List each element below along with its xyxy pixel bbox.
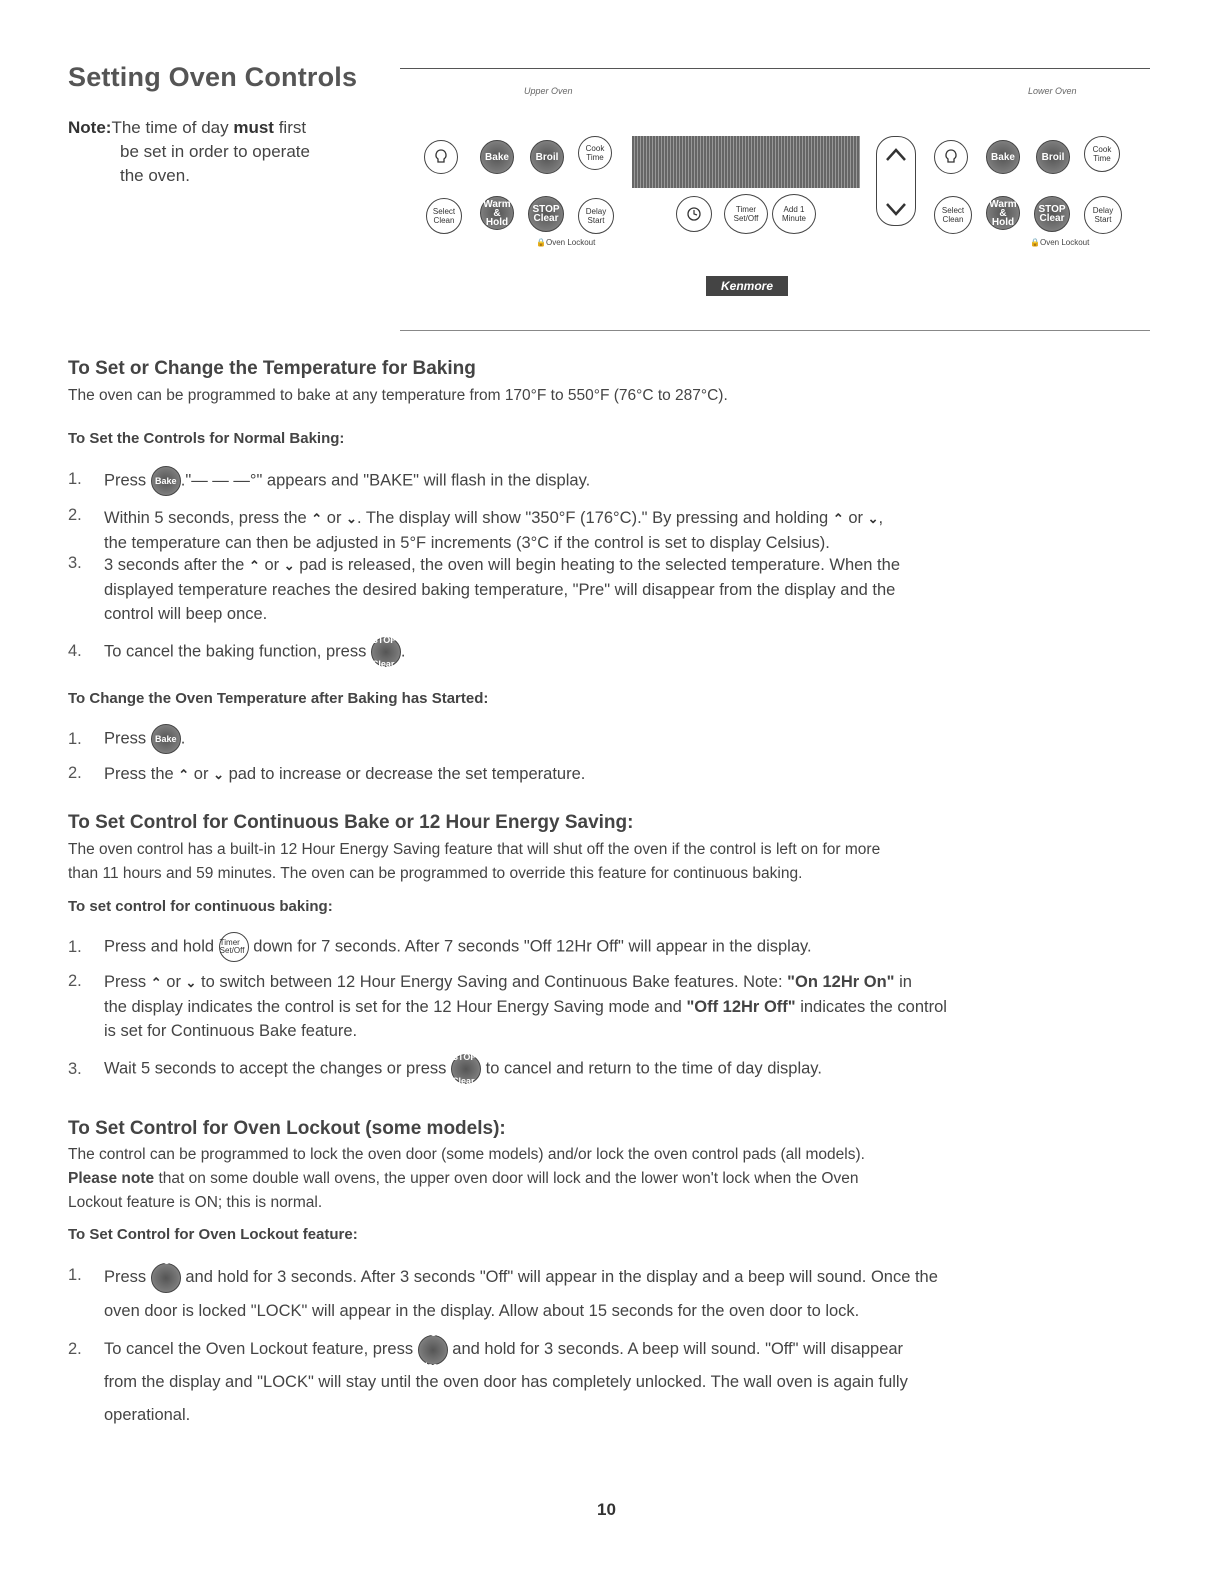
list-number: 1. bbox=[68, 938, 82, 956]
section-2-intro-1: The oven control has a built-in 12 Hour Energy Saving feature that will shut off the oven if the control is left on for more bbox=[68, 841, 881, 858]
upper-warm-hold-button[interactable]: Warm & Hold bbox=[480, 196, 514, 230]
list-number: 2. bbox=[68, 506, 82, 524]
lower-cook-time-button[interactable]: Cook Time bbox=[1084, 136, 1120, 172]
oven-display bbox=[632, 136, 860, 188]
padlock-icon: 🔒 bbox=[1030, 238, 1040, 247]
lower-bake-button[interactable]: Bake bbox=[986, 140, 1020, 174]
section-1-sub-2: To Change the Oven Temperature after Baking has Started: bbox=[68, 690, 489, 707]
list-item: Press ⌃ or ⌄ to switch between 12 Hour Energy Saving and Continuous Bake features. Note: "On 12Hr On" in the display indicates the control is set for the 12 Hour Energy Saving mode and "Off 12Hr Off" indicates the control is set for Continuous Bake feature. bbox=[104, 973, 947, 1040]
light-bulb-icon bbox=[942, 148, 960, 166]
list-number: 2. bbox=[68, 1340, 82, 1358]
lower-broil-button[interactable]: Broil bbox=[1036, 140, 1070, 174]
timer-set-off-button-icon: Timer Set/Off bbox=[219, 932, 249, 962]
note-line-2: be set in order to operate bbox=[120, 142, 310, 161]
up-arrow-icon: ⌃ bbox=[178, 767, 190, 782]
list-number: 2. bbox=[68, 764, 82, 782]
kenmore-logo: Kenmore bbox=[706, 276, 788, 296]
list-number: 1. bbox=[68, 730, 82, 748]
list-item: To cancel the Oven Lockout feature, press STOP Clear and hold for 3 seconds. A beep will sound. "Off" will disappear from the display and "LOCK" will stay until the oven door has completely unlocked. The wall oven is again fully operational. bbox=[104, 1327, 908, 1424]
lower-stop-clear-button[interactable]: STOP Clear bbox=[1034, 196, 1070, 232]
list-item: Wait 5 seconds to accept the changes or press STOP Clear to cancel and return to the time of day display. bbox=[104, 1052, 822, 1086]
list-number: 3. bbox=[68, 554, 82, 572]
stop-clear-button-icon: STOP Clear bbox=[418, 1335, 448, 1365]
section-3-intro-2: Please note that on some double wall ovens, the upper oven door will lock and the lower won't lock when the Oven bbox=[68, 1170, 859, 1187]
upper-cook-time-button[interactable]: Cook Time bbox=[578, 136, 612, 170]
clock-icon bbox=[685, 205, 703, 223]
list-number: 4. bbox=[68, 642, 82, 660]
section-3-intro-3: Lockout feature is ON; this is normal. bbox=[68, 1194, 323, 1211]
lower-light-button[interactable] bbox=[934, 140, 968, 174]
upper-light-button[interactable] bbox=[424, 140, 458, 174]
add-1-minute-button[interactable]: Add 1 Minute bbox=[772, 194, 816, 234]
upper-lockout-label: 🔒Oven Lockout bbox=[536, 238, 596, 247]
section-2-sub: To set control for continuous baking: bbox=[68, 898, 333, 915]
list-item: Within 5 seconds, press the ⌃ or ⌄. The display will show "350°F (176°C)." By pressing and holding ⌃ or ⌄, the temperature can then be adjusted in 5°F increments (3°C if the control is set to display Celsius). bbox=[104, 509, 884, 552]
lower-lockout-label: 🔒Oven Lockout bbox=[1030, 238, 1090, 247]
list-item: To cancel the baking function, press STOP Clear. bbox=[104, 635, 406, 669]
up-arrow-icon: ⌃ bbox=[248, 558, 260, 573]
down-arrow-icon: ⌄ bbox=[283, 558, 295, 573]
clock-button[interactable] bbox=[676, 196, 712, 232]
down-arrow-icon bbox=[883, 194, 909, 224]
down-arrow-button[interactable] bbox=[883, 194, 909, 224]
page-title: Setting Oven Controls bbox=[68, 62, 358, 92]
upper-delay-start-button[interactable]: Delay Start bbox=[578, 198, 614, 234]
stop-clear-button-icon: STOP Clear bbox=[151, 1263, 181, 1293]
up-arrow-icon bbox=[883, 140, 909, 170]
lower-warm-hold-button[interactable]: Warm & Hold bbox=[986, 196, 1020, 230]
section-1-heading: To Set or Change the Temperature for Baking bbox=[68, 358, 476, 379]
upper-broil-button[interactable]: Broil bbox=[530, 140, 564, 174]
section-2-intro-2: than 11 hours and 59 minutes. The oven can be programmed to override this feature for continuous baking. bbox=[68, 865, 803, 882]
timer-set-off-button[interactable]: Timer Set/Off bbox=[724, 194, 768, 234]
upper-bake-button[interactable]: Bake bbox=[480, 140, 514, 174]
list-number: 1. bbox=[68, 470, 82, 488]
down-arrow-icon: ⌄ bbox=[346, 511, 357, 526]
section-1-intro: The oven can be programmed to bake at any temperature from 170°F to 550°F (76°C to 287°C). bbox=[68, 387, 728, 404]
section-3-heading: To Set Control for Oven Lockout (some models): bbox=[68, 1118, 506, 1139]
list-item: Press and hold Timer Set/Off down for 7 seconds. After 7 seconds "Off 12Hr Off" will appear in the display. bbox=[104, 932, 1134, 962]
down-arrow-icon: ⌄ bbox=[867, 511, 879, 526]
down-arrow-icon: ⌄ bbox=[185, 975, 197, 990]
section-2-heading: To Set Control for Continuous Bake or 12 Hour Energy Saving: bbox=[68, 812, 634, 833]
panel-bottom-rule bbox=[400, 330, 1150, 331]
stop-clear-button-icon: STOP Clear bbox=[371, 637, 401, 667]
bake-button-icon: Bake bbox=[151, 466, 181, 496]
note-line-3: the oven. bbox=[120, 166, 190, 185]
title-rule bbox=[400, 68, 1150, 69]
list-number: 2. bbox=[68, 972, 82, 990]
list-number: 1. bbox=[68, 1266, 82, 1284]
list-item: Press the ⌃ or ⌄ pad to increase or decrease the set temperature. bbox=[104, 762, 1134, 787]
stop-clear-button-icon: STOP Clear bbox=[451, 1054, 481, 1084]
up-arrow-button[interactable] bbox=[883, 140, 909, 170]
up-arrow-icon: ⌃ bbox=[311, 511, 323, 526]
section-3-intro-1: The control can be programmed to lock the oven door (some models) and/or lock the oven control pads (all models). bbox=[68, 1146, 865, 1163]
up-arrow-icon: ⌃ bbox=[150, 975, 162, 990]
list-item: Press Bake ."— — —°" appears and "BAKE" will flash in the display. bbox=[104, 466, 1134, 496]
up-arrow-icon: ⌃ bbox=[832, 511, 844, 526]
padlock-icon: 🔒 bbox=[536, 238, 546, 247]
bake-button-icon: Bake bbox=[151, 724, 181, 754]
down-arrow-icon: ⌄ bbox=[213, 767, 224, 782]
light-bulb-icon bbox=[432, 148, 450, 166]
list-item: Press STOP Clear and hold for 3 seconds. After 3 seconds "Off" will appear in the display and a beep will sound. Once the oven door is locked "LOCK" will appear in the display. Allow about 15 seconds for the oven door to lock. bbox=[104, 1255, 938, 1320]
note-line-1: Note:The time of day must first bbox=[68, 118, 307, 137]
lower-oven-label: Lower Oven bbox=[1028, 86, 1077, 96]
section-1-sub-1: To Set the Controls for Normal Baking: bbox=[68, 430, 345, 447]
page-number: 10 bbox=[597, 1500, 616, 1519]
list-item: 3 seconds after the ⌃ or ⌄ pad is released, the oven will begin heating to the selected temperature. When the displayed temperature reaches the desired baking temperature, "Pre" will disappear from the display and the control will beep once. bbox=[104, 556, 900, 623]
list-item: Press Bake . bbox=[104, 724, 1134, 754]
upper-select-clean-button[interactable]: Select Clean bbox=[426, 198, 462, 234]
upper-oven-label: Upper Oven bbox=[524, 86, 573, 96]
upper-stop-clear-button[interactable]: STOP Clear bbox=[528, 196, 564, 232]
list-number: 3. bbox=[68, 1060, 82, 1078]
section-3-sub: To Set Control for Oven Lockout feature: bbox=[68, 1226, 358, 1243]
lower-select-clean-button[interactable]: Select Clean bbox=[934, 196, 972, 234]
lower-delay-start-button[interactable]: Delay Start bbox=[1084, 196, 1122, 234]
